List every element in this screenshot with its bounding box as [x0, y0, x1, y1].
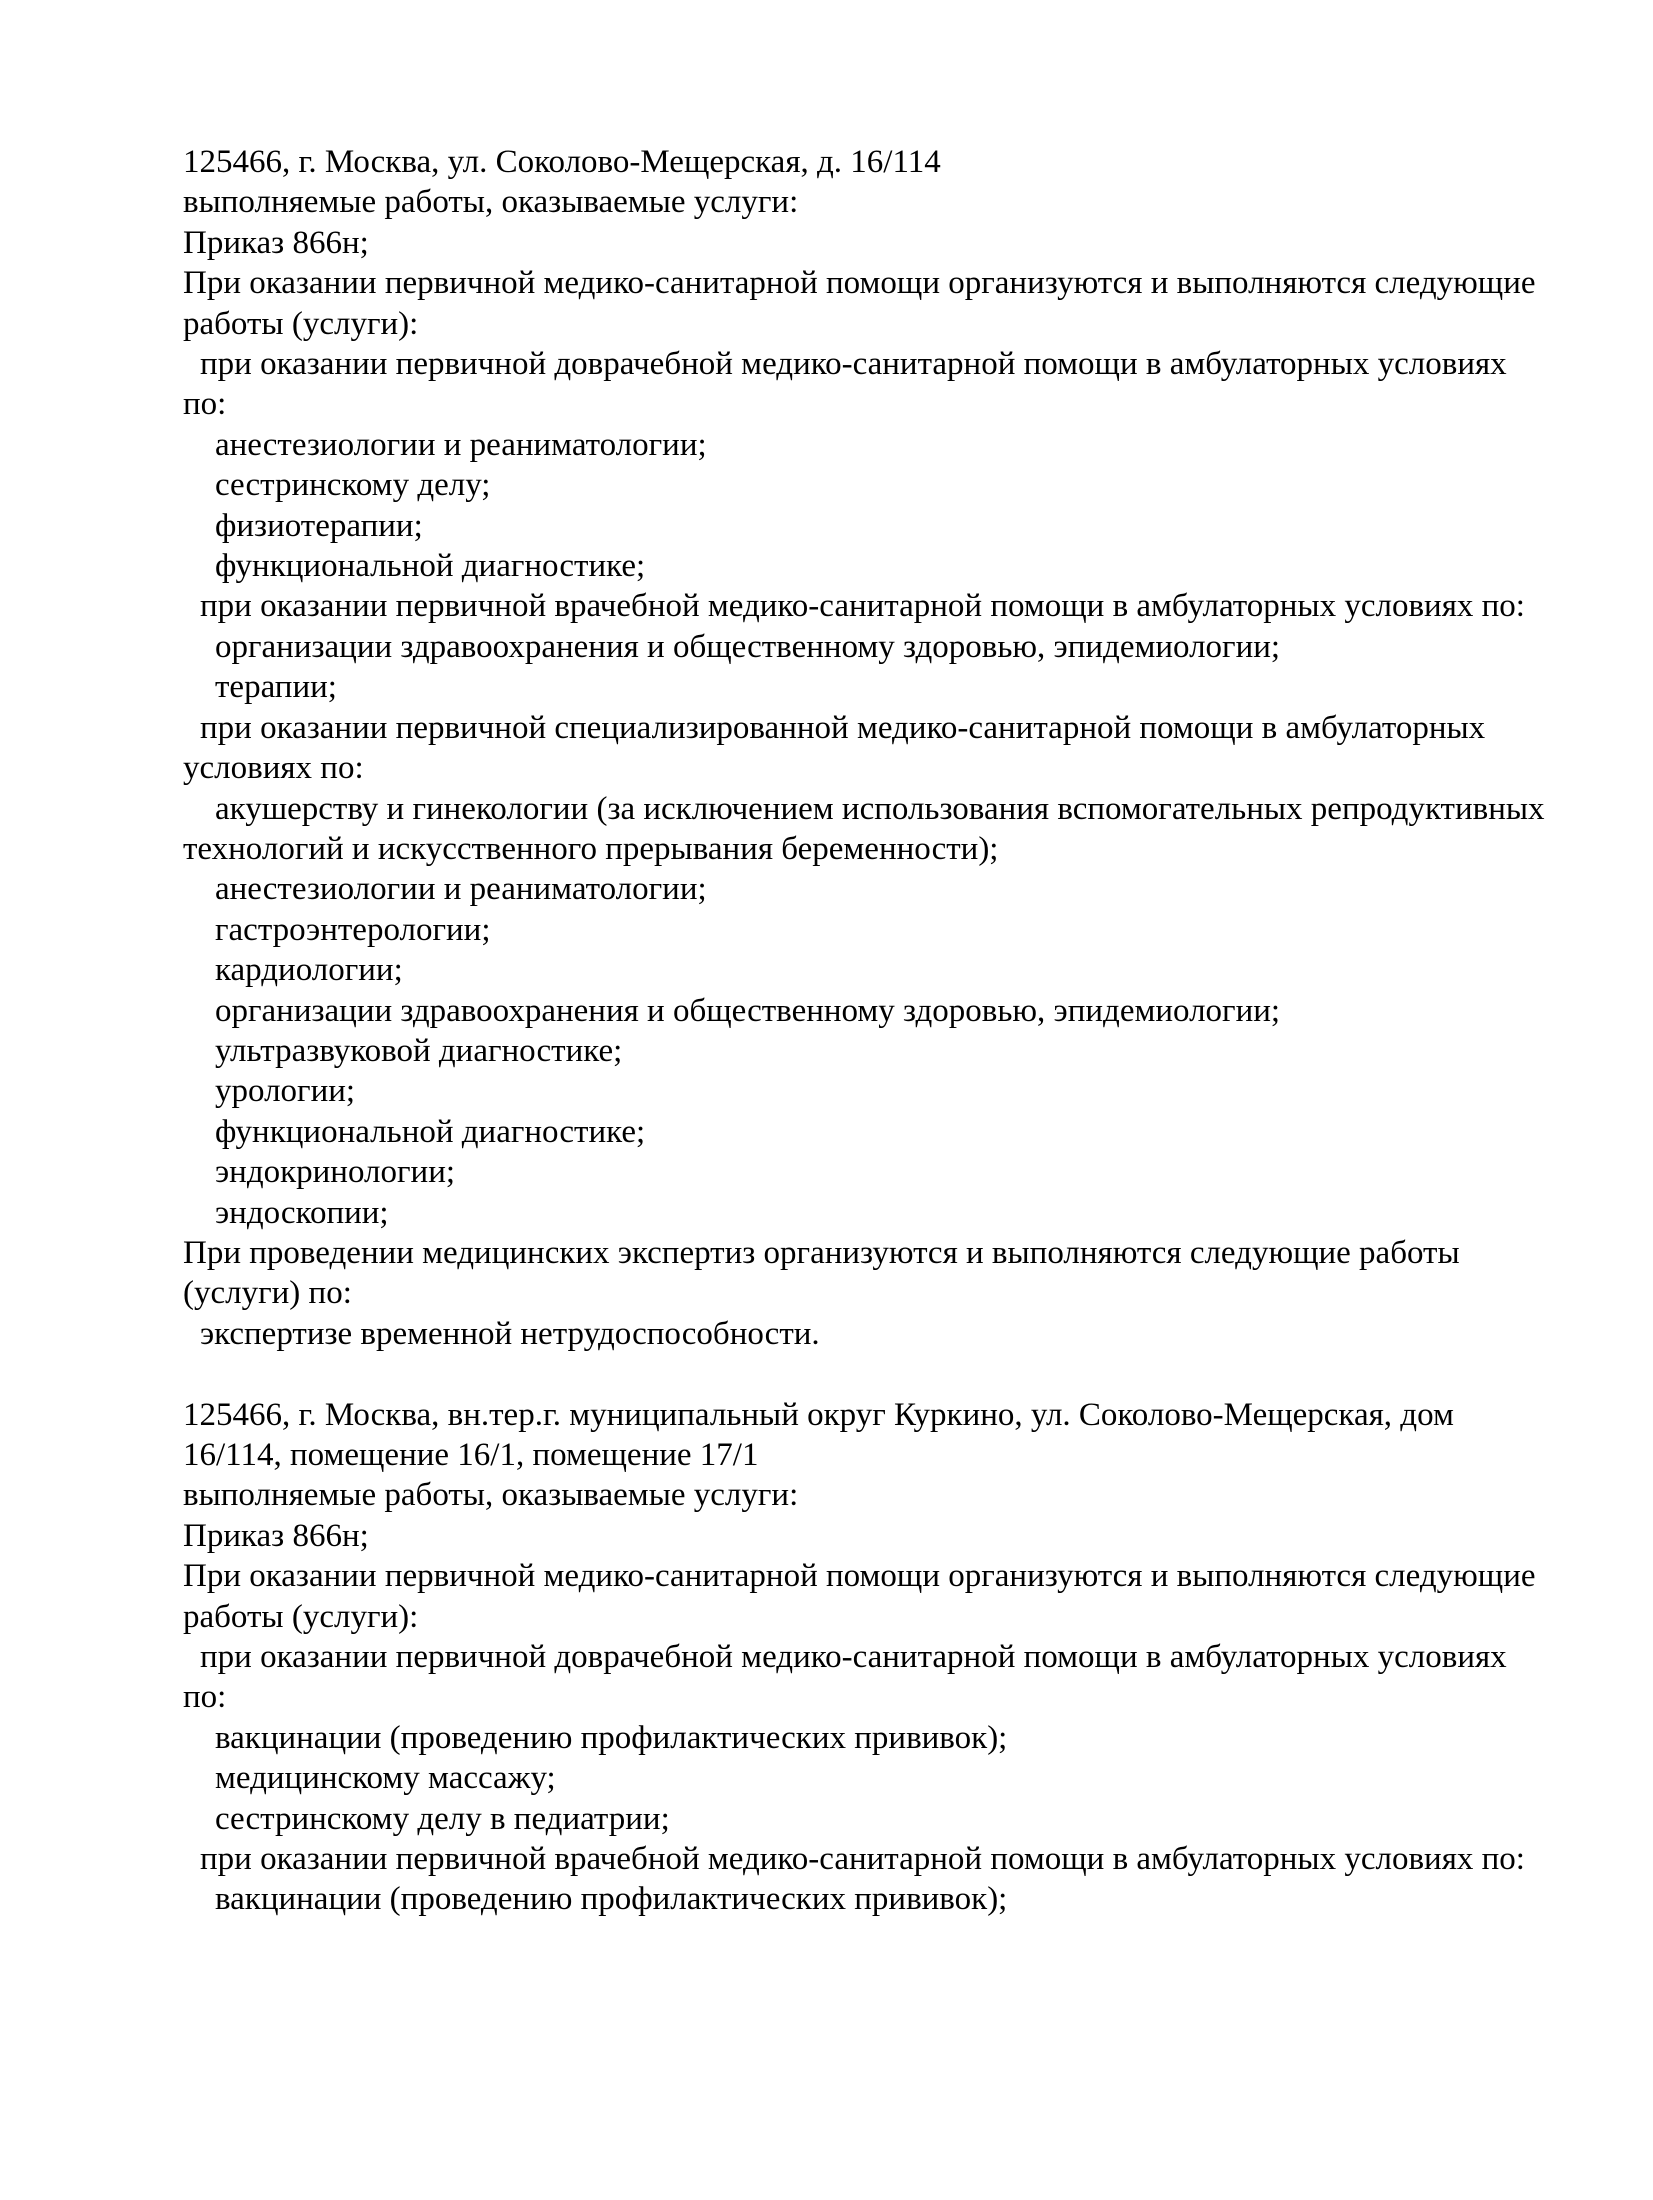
text-line: при оказании первичной специализированной медико-санитарной помощи в амбулаторных: [200, 709, 1486, 746]
text-line: по:: [183, 386, 227, 423]
text-line: анестезиологии и реаниматологии;: [215, 426, 707, 463]
text-line: по:: [183, 1679, 227, 1716]
text-line: работы (услуги):: [183, 305, 419, 342]
text-line: функциональной диагностике;: [215, 548, 646, 585]
text-line: эндоскопии;: [215, 1194, 389, 1231]
text-line: гастроэнтерологии;: [215, 911, 491, 948]
text-line: 125466, г. Москва, ул. Соколово-Мещерская, д. 16/114: [183, 144, 941, 180]
text-line: кардиологии;: [215, 952, 403, 989]
license-works-section-address-1: [183, 142, 1613, 1354]
text-line: вакцинации (проведению профилактических прививок);: [215, 1881, 1008, 1918]
text-line: условиях по:: [183, 750, 364, 787]
text-line: вакцинации (проведению профилактических прививок);: [215, 1719, 1008, 1756]
text-line: выполняемые работы, оказываемые услуги:: [183, 1477, 799, 1514]
text-line: выполняемые работы, оказываемые услуги:: [183, 184, 799, 221]
text-line: организации здравоохранения и общественному здоровью, эпидемиологии;: [215, 992, 1281, 1029]
text-line: сестринскому делу в педиатрии;: [215, 1800, 670, 1837]
text-line: урологии;: [215, 1073, 356, 1110]
text-line: сестринскому делу;: [215, 467, 491, 504]
text-line: при оказании первичной доврачебной медико-санитарной помощи в амбулаторных условиях: [200, 1639, 1507, 1676]
text-line: работы (услуги):: [183, 1598, 419, 1635]
text-line: технологий и искусственного прерывания беременности);: [183, 830, 999, 867]
text-line: экспертизе временной нетрудоспособности.: [200, 1315, 820, 1352]
text-line: 16/114, помещение 16/1, помещение 17/1: [183, 1436, 759, 1473]
text-line: При оказании первичной медико-санитарной помощи организуются и выполняются следующие: [183, 1558, 1536, 1595]
text-line: при оказании первичной врачебной медико-санитарной помощи в амбулаторных условиях по:: [200, 588, 1525, 625]
text-line: функциональной диагностике;: [215, 1113, 646, 1150]
text-line: При оказании первичной медико-санитарной помощи организуются и выполняются следующие: [183, 265, 1536, 302]
text-line: медицинскому массажу;: [215, 1760, 556, 1797]
text-line: 125466, г. Москва, вн.тер.г. муниципальный округ Куркино, ул. Соколово-Мещерская, дом: [183, 1396, 1454, 1433]
text-line: анестезиологии и реаниматологии;: [215, 871, 707, 908]
text-line: организации здравоохранения и общественному здоровью, эпидемиологии;: [215, 628, 1281, 665]
text-line: терапии;: [215, 669, 337, 706]
text-line: эндокринологии;: [215, 1154, 456, 1191]
text-line: при оказании первичной врачебной медико-санитарной помощи в амбулаторных условиях по:: [200, 1841, 1525, 1878]
text-line: (услуги) по:: [183, 1275, 352, 1312]
text-line: Приказ 866н;: [183, 224, 369, 261]
license-works-section-address-2: [183, 1395, 1613, 1920]
text-line: при оказании первичной доврачебной медико-санитарной помощи в амбулаторных условиях: [200, 346, 1507, 383]
text-line: физиотерапии;: [215, 507, 423, 544]
text-line: акушерству и гинекологии (за исключением использования вспомогательных репродуктивных: [215, 790, 1545, 827]
text-line: Приказ 866н;: [183, 1517, 369, 1554]
text-line: ультразвуковой диагностике;: [215, 1032, 623, 1069]
text-line: При проведении медицинских экспертиз организуются и выполняются следующие работы: [183, 1234, 1460, 1271]
